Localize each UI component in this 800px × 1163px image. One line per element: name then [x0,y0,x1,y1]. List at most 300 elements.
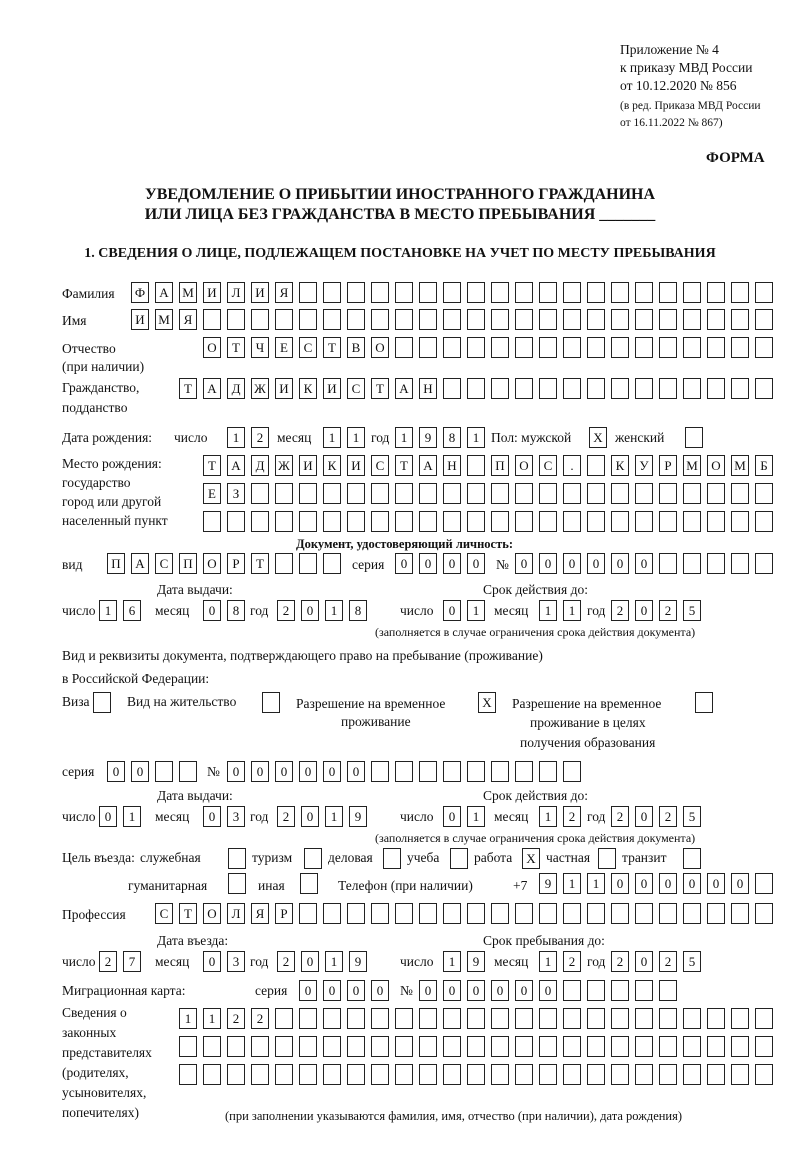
representative-box[interactable] [515,1064,533,1085]
representative-box[interactable] [755,1008,773,1029]
representative-box[interactable] [227,1036,245,1057]
birth-place-box[interactable]: П [491,455,509,476]
citizenship-box[interactable]: И [275,378,293,399]
citizenship-box[interactable] [467,378,485,399]
birth-place-box[interactable] [611,483,629,504]
birth-year-box[interactable]: 1 [467,427,485,448]
representative-box[interactable] [491,1064,509,1085]
migration-number-box[interactable] [659,980,677,1001]
citizenship-box[interactable] [443,378,461,399]
surname-box[interactable] [707,282,725,303]
stay-number-box[interactable]: 0 [227,761,245,782]
stay-number-box[interactable] [419,761,437,782]
phone-box[interactable]: 0 [635,873,653,894]
citizenship-box[interactable]: Ж [251,378,269,399]
citizenship-box[interactable] [659,378,677,399]
stay-number-box[interactable]: 0 [323,761,341,782]
profession-box[interactable] [515,903,533,924]
birth-place-box[interactable] [635,511,653,532]
citizenship-box[interactable]: Н [419,378,437,399]
year-box[interactable]: 0 [635,951,653,972]
representative-box[interactable] [347,1036,365,1057]
surname-box[interactable]: И [203,282,221,303]
name-box[interactable] [491,309,509,330]
day-box[interactable]: 1 [443,951,461,972]
name-box[interactable] [419,309,437,330]
profession-box[interactable] [755,903,773,924]
birth-place-box[interactable] [227,511,245,532]
name-box[interactable] [347,309,365,330]
patronymic-box[interactable] [755,337,773,358]
patronymic-box[interactable] [443,337,461,358]
id-type-box[interactable] [323,553,341,574]
representative-box[interactable] [635,1036,653,1057]
birth-day-box[interactable]: 1 [227,427,245,448]
name-box[interactable]: М [155,309,173,330]
birth-place-box[interactable]: Е [203,483,221,504]
birth-place-box[interactable] [395,511,413,532]
representative-box[interactable] [395,1064,413,1085]
birth-place-box[interactable] [251,511,269,532]
surname-box[interactable] [539,282,557,303]
profession-box[interactable] [419,903,437,924]
representative-box[interactable] [563,1008,581,1029]
representative-box[interactable] [683,1064,701,1085]
year-box[interactable]: 2 [611,806,629,827]
purpose-checkbox[interactable] [228,848,246,869]
citizenship-box[interactable] [755,378,773,399]
birth-place-box[interactable] [707,511,725,532]
name-box[interactable] [323,309,341,330]
patronymic-box[interactable] [659,337,677,358]
representative-box[interactable] [539,1036,557,1057]
representative-box[interactable] [251,1036,269,1057]
purpose-checkbox[interactable] [300,873,318,894]
month-box[interactable]: 2 [563,951,581,972]
month-box[interactable]: 0 [203,951,221,972]
year-box[interactable]: 2 [659,806,677,827]
year-box[interactable]: 8 [349,600,367,621]
day-box[interactable]: 0 [443,806,461,827]
patronymic-box[interactable] [563,337,581,358]
id-number-box[interactable] [683,553,701,574]
purpose-checkbox[interactable] [598,848,616,869]
patronymic-box[interactable] [611,337,629,358]
year-box[interactable]: 2 [659,600,677,621]
birth-place-box[interactable] [323,483,341,504]
representative-box[interactable] [491,1036,509,1057]
migration-number-box[interactable]: 0 [515,980,533,1001]
name-box[interactable] [443,309,461,330]
profession-box[interactable] [659,903,677,924]
representative-box[interactable] [395,1036,413,1057]
birth-place-box[interactable] [731,511,749,532]
surname-box[interactable] [611,282,629,303]
citizenship-box[interactable] [515,378,533,399]
name-box[interactable]: И [131,309,149,330]
citizenship-box[interactable]: А [395,378,413,399]
day-box[interactable]: 7 [123,951,141,972]
stay-number-box[interactable]: 0 [275,761,293,782]
phone-box[interactable]: 0 [731,873,749,894]
name-box[interactable] [635,309,653,330]
representative-box[interactable] [299,1036,317,1057]
migration-number-box[interactable]: 0 [443,980,461,1001]
id-type-box[interactable] [275,553,293,574]
stay-number-box[interactable] [371,761,389,782]
representative-box[interactable] [731,1008,749,1029]
birth-month-box[interactable]: 1 [323,427,341,448]
month-box[interactable]: 1 [563,600,581,621]
representative-box[interactable] [467,1064,485,1085]
representative-box[interactable] [299,1064,317,1085]
stay-number-box[interactable] [491,761,509,782]
representative-box[interactable] [659,1008,677,1029]
birth-place-box[interactable] [443,511,461,532]
profession-box[interactable]: Л [227,903,245,924]
stay-number-box[interactable]: 0 [299,761,317,782]
year-box[interactable]: 2 [277,806,295,827]
name-box[interactable] [203,309,221,330]
surname-box[interactable] [323,282,341,303]
representative-box[interactable] [587,1064,605,1085]
year-box[interactable]: 2 [659,951,677,972]
surname-box[interactable] [755,282,773,303]
representative-box[interactable] [755,1064,773,1085]
name-box[interactable] [707,309,725,330]
profession-box[interactable] [563,903,581,924]
name-box[interactable] [731,309,749,330]
representative-box[interactable] [371,1064,389,1085]
representative-box[interactable] [659,1036,677,1057]
birth-place-box[interactable] [707,483,725,504]
phone-box[interactable]: 0 [683,873,701,894]
representative-box[interactable] [299,1008,317,1029]
surname-box[interactable]: А [155,282,173,303]
profession-box[interactable] [635,903,653,924]
birth-place-box[interactable]: А [227,455,245,476]
id-number-box[interactable] [731,553,749,574]
profession-box[interactable] [539,903,557,924]
birth-place-box[interactable] [299,511,317,532]
id-type-box[interactable]: О [203,553,221,574]
birth-place-box[interactable]: Б [755,455,773,476]
year-box[interactable]: 9 [349,806,367,827]
birth-place-box[interactable]: Р [659,455,677,476]
phone-box[interactable]: 1 [587,873,605,894]
month-box[interactable]: 3 [227,951,245,972]
purpose-checkbox[interactable] [228,873,246,894]
migration-series-box[interactable]: 0 [323,980,341,1001]
citizenship-box[interactable]: Т [371,378,389,399]
patronymic-box[interactable] [587,337,605,358]
surname-box[interactable]: Л [227,282,245,303]
representative-box[interactable] [563,1036,581,1057]
representative-box[interactable] [707,1064,725,1085]
day-box[interactable]: 9 [467,951,485,972]
representative-box[interactable] [491,1008,509,1029]
purpose-checkbox[interactable] [683,848,701,869]
month-box[interactable]: 3 [227,806,245,827]
birth-place-box[interactable] [203,511,221,532]
month-box[interactable]: 0 [203,600,221,621]
month-box[interactable]: 2 [563,806,581,827]
patronymic-box[interactable] [707,337,725,358]
name-box[interactable] [539,309,557,330]
representative-box[interactable] [611,1008,629,1029]
representative-box[interactable] [443,1036,461,1057]
patronymic-box[interactable]: С [299,337,317,358]
birth-place-box[interactable] [755,483,773,504]
birth-year-box[interactable]: 1 [395,427,413,448]
month-box[interactable]: 1 [539,600,557,621]
birth-place-box[interactable]: Т [395,455,413,476]
representative-box[interactable] [611,1036,629,1057]
purpose-checkbox[interactable] [383,848,401,869]
year-box[interactable]: 2 [277,600,295,621]
representative-box[interactable] [395,1008,413,1029]
stay-number-box[interactable] [515,761,533,782]
migration-series-box[interactable]: 0 [371,980,389,1001]
migration-number-box[interactable]: 0 [467,980,485,1001]
profession-box[interactable]: Р [275,903,293,924]
representative-box[interactable] [323,1036,341,1057]
representative-box[interactable]: 1 [203,1008,221,1029]
birth-place-box[interactable]: О [515,455,533,476]
patronymic-box[interactable] [539,337,557,358]
representative-box[interactable] [251,1064,269,1085]
citizenship-box[interactable]: К [299,378,317,399]
patronymic-box[interactable]: Т [227,337,245,358]
name-box[interactable] [395,309,413,330]
birth-place-box[interactable] [491,483,509,504]
stay-series-box[interactable]: 0 [107,761,125,782]
representative-box[interactable] [707,1036,725,1057]
name-box[interactable] [371,309,389,330]
migration-number-box[interactable] [587,980,605,1001]
month-box[interactable]: 0 [203,806,221,827]
surname-box[interactable] [347,282,365,303]
birth-place-box[interactable] [467,511,485,532]
surname-box[interactable] [395,282,413,303]
day-box[interactable]: 1 [123,806,141,827]
phone-box[interactable] [755,873,773,894]
surname-box[interactable] [563,282,581,303]
id-number-box[interactable]: 0 [611,553,629,574]
patronymic-box[interactable]: Т [323,337,341,358]
birth-place-box[interactable]: А [419,455,437,476]
birth-place-box[interactable] [443,483,461,504]
phone-box[interactable]: 0 [611,873,629,894]
representative-box[interactable] [275,1036,293,1057]
year-box[interactable]: 0 [635,806,653,827]
representative-box[interactable] [467,1036,485,1057]
purpose-checkbox[interactable]: X [522,848,540,869]
temp-residence-checkbox[interactable]: X [478,692,496,713]
patronymic-box[interactable] [683,337,701,358]
representative-box[interactable]: 1 [179,1008,197,1029]
id-number-box[interactable] [707,553,725,574]
birth-place-box[interactable]: Д [251,455,269,476]
representative-box[interactable] [419,1036,437,1057]
name-box[interactable] [275,309,293,330]
migration-number-box[interactable] [635,980,653,1001]
representative-box[interactable]: 2 [227,1008,245,1029]
id-type-box[interactable]: П [179,553,197,574]
representative-box[interactable] [419,1064,437,1085]
id-type-box[interactable]: Т [251,553,269,574]
migration-number-box[interactable]: 0 [491,980,509,1001]
birth-place-box[interactable]: С [539,455,557,476]
patronymic-box[interactable]: Ч [251,337,269,358]
id-number-box[interactable] [659,553,677,574]
birth-place-box[interactable]: К [611,455,629,476]
profession-box[interactable] [731,903,749,924]
id-number-box[interactable] [755,553,773,574]
birth-place-box[interactable] [347,511,365,532]
representative-box[interactable]: 2 [251,1008,269,1029]
stay-series-box[interactable] [179,761,197,782]
phone-box[interactable]: 0 [707,873,725,894]
surname-box[interactable] [659,282,677,303]
name-box[interactable] [515,309,533,330]
profession-box[interactable] [491,903,509,924]
birth-place-box[interactable] [275,511,293,532]
birth-place-box[interactable]: Ж [275,455,293,476]
name-box[interactable] [755,309,773,330]
month-box[interactable]: 1 [539,951,557,972]
birth-place-box[interactable] [347,483,365,504]
birth-place-box[interactable] [299,483,317,504]
representative-box[interactable] [347,1008,365,1029]
stay-series-box[interactable] [155,761,173,782]
surname-box[interactable] [731,282,749,303]
representative-box[interactable] [203,1036,221,1057]
surname-box[interactable]: И [251,282,269,303]
patronymic-box[interactable] [491,337,509,358]
representative-box[interactable] [443,1008,461,1029]
birth-place-box[interactable] [371,511,389,532]
citizenship-box[interactable] [635,378,653,399]
citizenship-box[interactable] [611,378,629,399]
representative-box[interactable] [587,1008,605,1029]
migration-series-box[interactable]: 0 [347,980,365,1001]
birth-place-box[interactable] [539,511,557,532]
id-type-box[interactable] [299,553,317,574]
id-type-box[interactable]: П [107,553,125,574]
id-type-box[interactable]: А [131,553,149,574]
birth-place-box[interactable] [683,483,701,504]
surname-box[interactable]: М [179,282,197,303]
purpose-checkbox[interactable] [304,848,322,869]
profession-box[interactable] [371,903,389,924]
citizenship-box[interactable] [731,378,749,399]
citizenship-box[interactable] [707,378,725,399]
migration-number-box[interactable] [563,980,581,1001]
year-box[interactable]: 1 [325,951,343,972]
birth-place-box[interactable] [323,511,341,532]
year-box[interactable]: 1 [325,806,343,827]
stay-number-box[interactable] [539,761,557,782]
stay-number-box[interactable] [467,761,485,782]
surname-box[interactable] [683,282,701,303]
patronymic-box[interactable] [395,337,413,358]
birth-place-box[interactable] [587,511,605,532]
patronymic-box[interactable] [635,337,653,358]
year-box[interactable]: 5 [683,806,701,827]
citizenship-box[interactable]: А [203,378,221,399]
patronymic-box[interactable]: О [203,337,221,358]
birth-place-box[interactable] [515,511,533,532]
patronymic-box[interactable] [515,337,533,358]
birth-month-box[interactable]: 1 [347,427,365,448]
representative-box[interactable] [179,1036,197,1057]
id-type-box[interactable]: Р [227,553,245,574]
representative-box[interactable] [587,1036,605,1057]
birth-place-box[interactable] [563,511,581,532]
profession-box[interactable] [395,903,413,924]
name-box[interactable] [683,309,701,330]
purpose-checkbox[interactable] [450,848,468,869]
phone-box[interactable]: 0 [659,873,677,894]
birth-place-box[interactable]: И [347,455,365,476]
patronymic-box[interactable] [419,337,437,358]
citizenship-box[interactable]: Т [179,378,197,399]
patronymic-box[interactable]: В [347,337,365,358]
name-box[interactable] [611,309,629,330]
year-box[interactable]: 2 [277,951,295,972]
surname-box[interactable] [515,282,533,303]
birth-place-box[interactable] [395,483,413,504]
surname-box[interactable] [419,282,437,303]
representative-box[interactable] [755,1036,773,1057]
phone-box[interactable]: 9 [539,873,557,894]
sex-male-checkbox[interactable]: X [589,427,607,448]
birth-place-box[interactable]: М [683,455,701,476]
representative-box[interactable] [323,1008,341,1029]
phone-box[interactable]: 1 [563,873,581,894]
id-type-box[interactable]: С [155,553,173,574]
birth-place-box[interactable]: Н [443,455,461,476]
representative-box[interactable] [203,1064,221,1085]
representative-box[interactable] [347,1064,365,1085]
birth-place-box[interactable]: З [227,483,245,504]
day-box[interactable]: 2 [99,951,117,972]
profession-box[interactable] [323,903,341,924]
sex-female-checkbox[interactable] [685,427,703,448]
profession-box[interactable] [683,903,701,924]
surname-box[interactable]: Ф [131,282,149,303]
citizenship-box[interactable]: И [323,378,341,399]
id-number-box[interactable]: 0 [635,553,653,574]
id-number-box[interactable]: 0 [539,553,557,574]
stay-number-box[interactable]: 0 [347,761,365,782]
migration-number-box[interactable] [611,980,629,1001]
representative-box[interactable] [467,1008,485,1029]
name-box[interactable] [659,309,677,330]
year-box[interactable]: 9 [349,951,367,972]
representative-box[interactable] [275,1008,293,1029]
birth-place-box[interactable] [539,483,557,504]
representative-box[interactable] [419,1008,437,1029]
birth-place-box[interactable] [611,511,629,532]
birth-place-box[interactable] [491,511,509,532]
birth-place-box[interactable] [275,483,293,504]
birth-place-box[interactable] [635,483,653,504]
year-box[interactable]: 5 [683,951,701,972]
stay-series-box[interactable]: 0 [131,761,149,782]
profession-box[interactable] [347,903,365,924]
